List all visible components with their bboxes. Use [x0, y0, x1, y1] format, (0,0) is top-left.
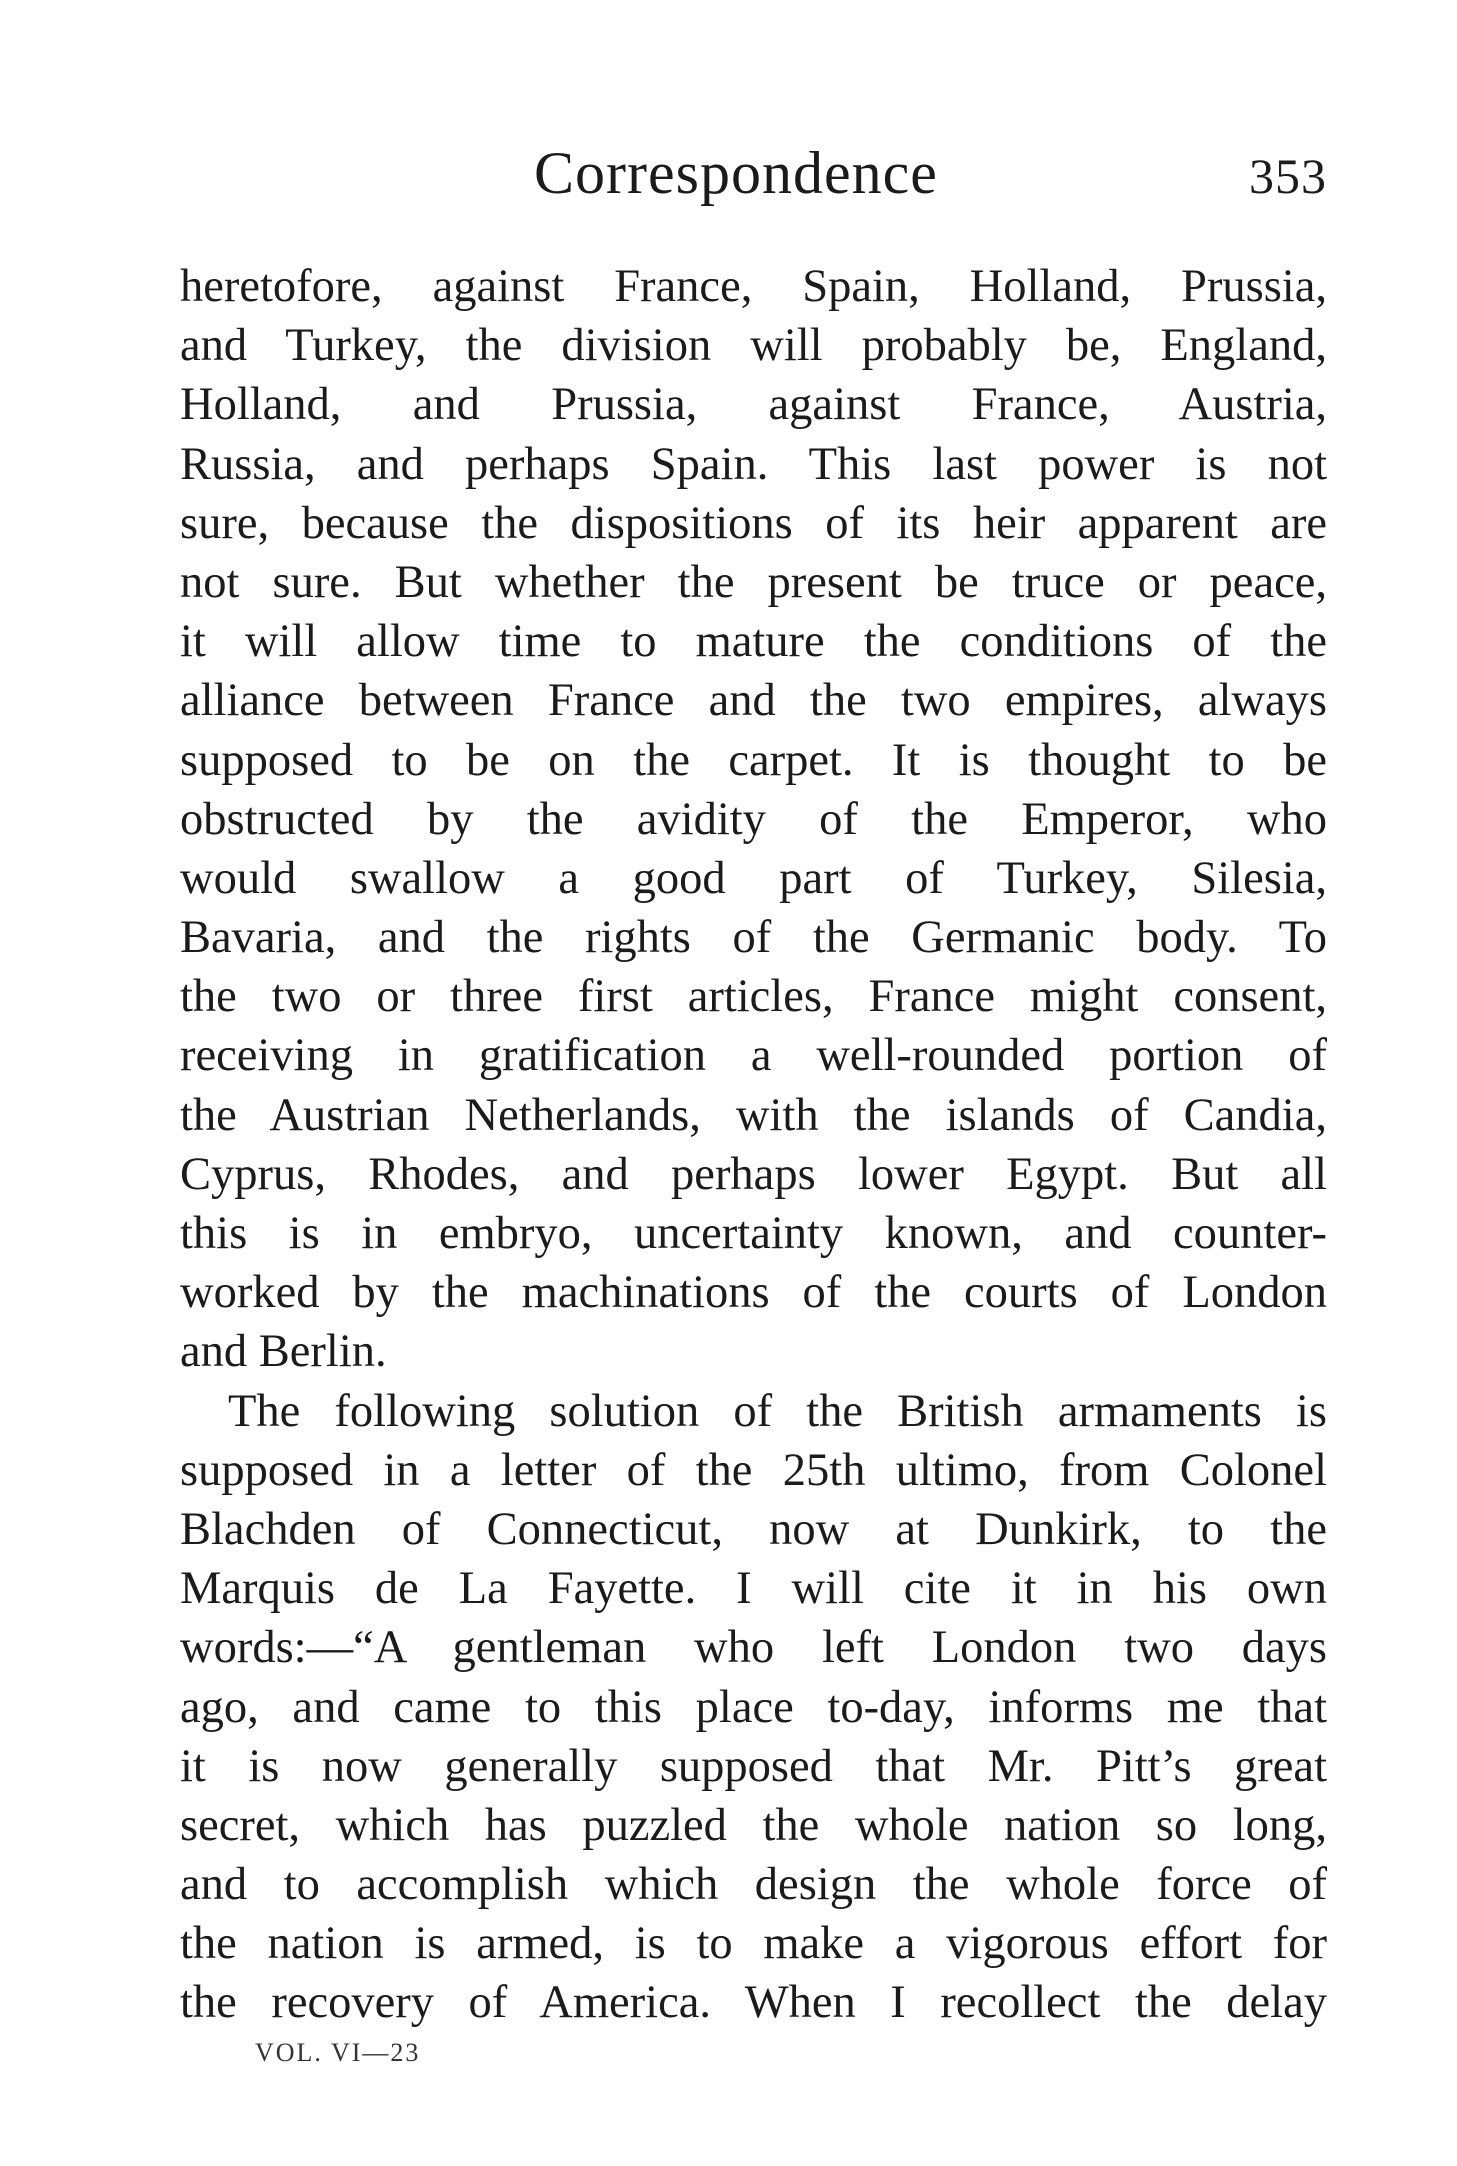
text-line: this is in embryo, uncertainty known, and counter- [180, 1208, 1327, 1259]
text-line: Marquis de La Fayette. I will cite it in his own [180, 1563, 1327, 1615]
text-line: ago, and came to this place to-day, informs me that [180, 1681, 1327, 1733]
text-line: supposed in a letter of the 25th ultimo, from Colonel [180, 1444, 1327, 1496]
text-line: The following solution of the British armaments is [228, 1385, 1327, 1437]
text-line: heretofore, against France, Spain, Holland, Prussia, [180, 261, 1327, 312]
text-line: and Turkey, the division will probably be, England, [180, 320, 1327, 372]
paragraph-2 [180, 1382, 1327, 2033]
body-text [180, 257, 1327, 2033]
text-line: the two or three first articles, France might consent, [180, 971, 1327, 1023]
text-line: Holland, and Prussia, against France, Austria, [180, 379, 1327, 431]
text-line: worked by the machinations of the courts of London [180, 1267, 1327, 1319]
printer-signature: VOL. VI—23 [255, 2038, 421, 2067]
text-line: supposed to be on the carpet. It is thought to be [180, 734, 1327, 786]
paragraph-1 [180, 257, 1327, 1382]
text-line: would swallow a good part of Turkey, Silesia, [180, 852, 1327, 904]
page-number: 353 [1249, 148, 1327, 204]
text-line: the nation is armed, is to make a vigorous effort for [180, 1918, 1327, 1970]
text-line: Russia, and perhaps Spain. This last power is not [180, 438, 1327, 490]
text-line: words:—“A gentleman who left London two days [180, 1622, 1327, 1674]
text-line: and to accomplish which design the whole force of [180, 1859, 1327, 1911]
text-line: not sure. But whether the present be truce or peace, [180, 556, 1327, 608]
text-line: Blachden of Connecticut, now at Dunkirk, to the [180, 1503, 1327, 1555]
text-line: it is now generally supposed that Mr. Pitt’s great [180, 1740, 1327, 1792]
text-line: obstructed by the avidity of the Emperor, who [180, 793, 1327, 845]
page-title: Correspondence [534, 140, 938, 206]
text-line: it will allow time to mature the conditions of the [180, 616, 1327, 668]
text-line: the recovery of America. When I recollect the delay [180, 1977, 1327, 2029]
text-line: secret, which has puzzled the whole nation so long, [180, 1799, 1327, 1851]
running-head [0, 138, 1457, 218]
text-line: Cyprus, Rhodes, and perhaps lower Egypt. But all [180, 1148, 1327, 1200]
text-line: sure, because the dispositions of its heir apparent are [180, 497, 1327, 549]
text-line: the Austrian Netherlands, with the islands of Candia, [180, 1089, 1327, 1141]
text-line: Bavaria, and the rights of the Germanic body. To [180, 912, 1327, 964]
text-line: alliance between France and the two empires, always [180, 675, 1327, 727]
text-line: receiving in gratification a well-rounded portion of [180, 1030, 1327, 1082]
text-line: and Berlin. [180, 1326, 387, 1378]
